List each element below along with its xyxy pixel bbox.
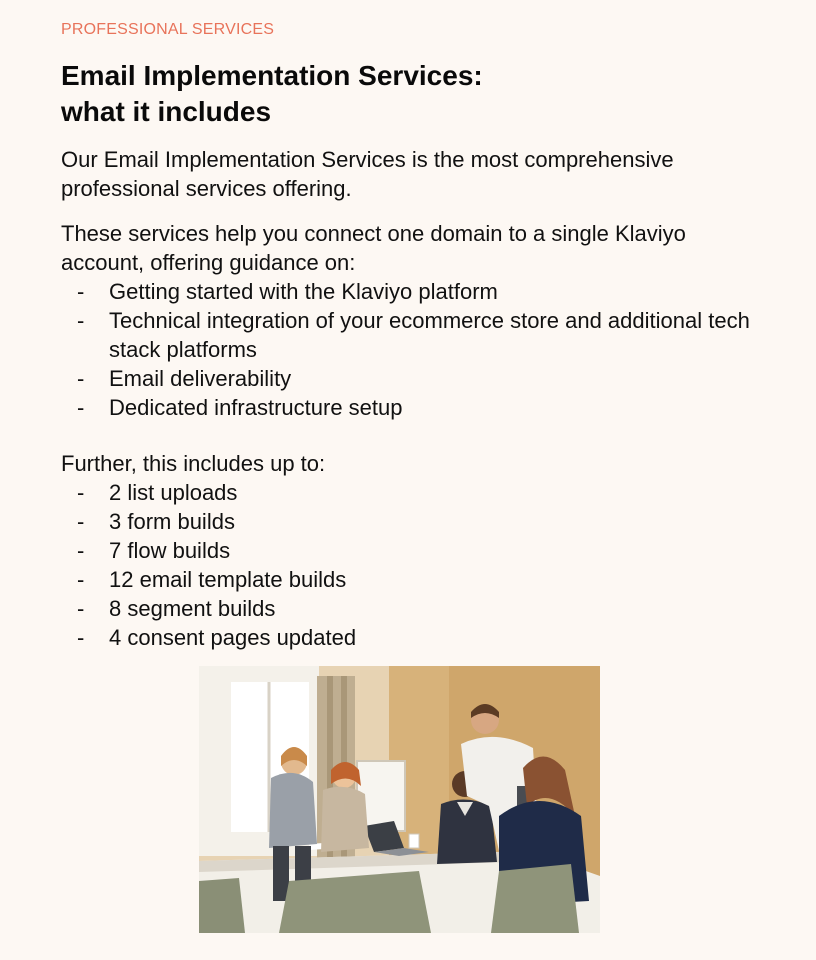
team-meeting-photo [199, 666, 600, 933]
guidance-list [61, 277, 761, 422]
list-item: - Getting started with the Klaviyo platform [77, 279, 498, 304]
list-item: - Dedicated infrastructure setup [77, 395, 403, 420]
list-item: - 4 consent pages updated [77, 625, 357, 650]
bullet-dash: - [77, 480, 85, 505]
bullet-dash: - [77, 279, 85, 304]
bullet-dash: - [77, 625, 85, 650]
bullet-dash: - [77, 596, 85, 621]
bullet-dash: - [77, 366, 85, 391]
bullet-dash: - [77, 538, 85, 563]
list-item: - 12 email template builds [77, 567, 347, 592]
includes-lead: Further, this includes up to: [61, 451, 326, 476]
bullet-dash: - [77, 308, 85, 333]
includes-section [61, 449, 761, 652]
list-item: - Technical integration of your ecommerce store and additional tech stack platforms [77, 308, 750, 362]
page-title-line-2: what it includes [61, 96, 272, 127]
bullet-dash: - [77, 395, 85, 420]
list-item: - 7 flow builds [77, 538, 231, 563]
bullet-dash: - [77, 567, 85, 592]
list-item: - 8 segment builds [77, 596, 276, 621]
team-meeting-illustration [199, 666, 600, 933]
page-title-line-1: Email Implementation Services: [61, 60, 483, 91]
guidance-section [61, 219, 761, 422]
includes-list [61, 478, 761, 652]
bullet-dash: - [77, 509, 85, 534]
page-title [61, 58, 483, 130]
intro-paragraph: Our Email Implementation Services is the most comprehensive professional services offering. [61, 147, 674, 201]
list-item: - Email deliverability [77, 366, 292, 391]
section-eyebrow: PROFESSIONAL SERVICES [61, 21, 275, 38]
guidance-lead: These services help you connect one domain to a single Klaviyo account, offering guidance on: [61, 221, 686, 275]
list-item: - 3 form builds [77, 509, 235, 534]
list-item: - 2 list uploads [77, 480, 238, 505]
